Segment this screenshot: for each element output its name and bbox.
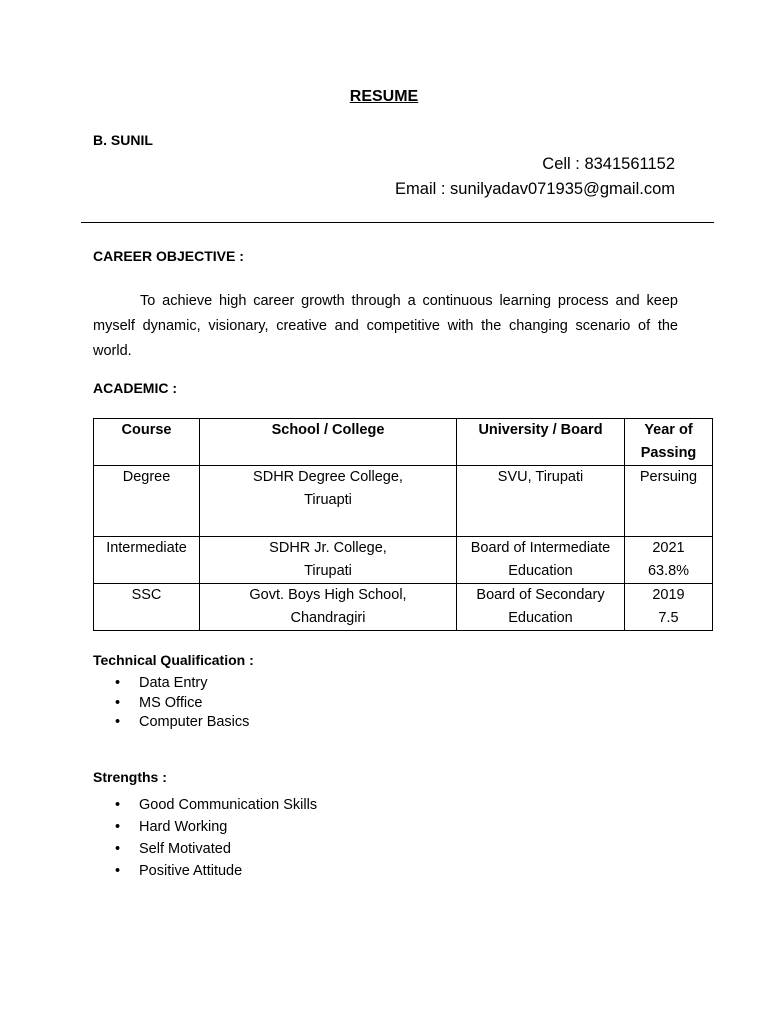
column-header-board: University / Board — [457, 419, 625, 466]
score-line: 7.5 — [658, 610, 679, 626]
school-cell — [200, 466, 457, 537]
table-row — [94, 537, 713, 584]
list-item — [93, 675, 249, 695]
bullet-icon: • — [115, 694, 121, 711]
school-line: SDHR Jr. College, — [269, 540, 387, 556]
year-cell — [625, 584, 713, 631]
list-item-label: Computer Basics — [139, 714, 250, 730]
bullet-icon: • — [115, 714, 121, 730]
bullet-icon: • — [115, 863, 121, 879]
course-cell: Degree — [94, 466, 200, 537]
course-cell: SSC — [94, 584, 200, 631]
column-header-course: Course — [94, 419, 200, 466]
list-item — [93, 695, 249, 715]
bullet-icon: • — [115, 675, 121, 691]
board-line: Board of Intermediate — [470, 540, 611, 556]
bullet-icon: • — [115, 819, 121, 835]
list-item-label: Self Motivated — [139, 841, 231, 857]
list-item — [93, 841, 317, 863]
email-address: Email : sunilyadav071935@gmail.com — [395, 180, 675, 198]
resume-title: RESUME — [349, 88, 419, 105]
technical-qualification-heading: Technical Qualification : — [93, 652, 254, 668]
table-row — [94, 466, 713, 537]
list-item — [93, 819, 317, 841]
career-objective-heading: CAREER OBJECTIVE : — [93, 248, 244, 264]
school-cell — [200, 537, 457, 584]
school-line: Tiruapti — [304, 492, 352, 508]
strengths-list — [93, 797, 317, 885]
year-line: Persuing — [639, 469, 698, 485]
bullet-icon: • — [115, 841, 121, 857]
career-objective-text: To achieve high career growth through a continuous learning process and keep myself dynamic, visionary, creative and competitive with the changing scenario of the world. — [93, 293, 678, 359]
column-header-school: School / College — [200, 419, 457, 466]
technical-qualification-list — [93, 675, 249, 734]
table-header-row — [94, 419, 713, 466]
cell-number: Cell : 8341561152 — [542, 155, 675, 173]
list-item-label: Good Communication Skills — [139, 797, 318, 813]
list-item — [93, 863, 317, 885]
school-line: Tirupati — [304, 563, 352, 579]
column-header-year: Year of Passing — [625, 419, 713, 466]
board-cell — [457, 537, 625, 584]
academic-heading: ACADEMIC : — [93, 380, 177, 396]
table-row — [94, 584, 713, 631]
year-line: 2021 — [652, 540, 685, 556]
score-line: 63.8% — [647, 563, 690, 579]
board-line: SVU, Tirupati — [497, 469, 584, 485]
candidate-name: B. SUNIL — [93, 132, 153, 148]
bullet-icon: • — [115, 797, 121, 813]
school-cell — [200, 584, 457, 631]
board-cell — [457, 466, 625, 537]
list-item-label: Positive Attitude — [139, 863, 243, 879]
board-cell — [457, 584, 625, 631]
list-item-label: Data Entry — [139, 675, 208, 691]
year-cell — [625, 537, 713, 584]
school-line: Chandragiri — [290, 610, 366, 626]
school-line: Govt. Boys High School, — [249, 587, 407, 603]
year-line: 2019 — [652, 587, 685, 603]
academic-table — [93, 418, 713, 631]
list-item-label: Hard Working — [139, 819, 228, 835]
year-cell — [625, 466, 713, 537]
board-line: Education — [508, 563, 573, 579]
list-item — [93, 797, 317, 819]
board-line: Board of Secondary — [476, 587, 605, 603]
list-item — [93, 714, 249, 734]
header-divider — [81, 222, 714, 223]
course-cell: Intermediate — [94, 537, 200, 584]
board-line: Education — [508, 610, 573, 626]
school-line: SDHR Degree College, — [253, 469, 403, 485]
strengths-heading: Strengths : — [93, 769, 167, 785]
list-item-label: MS Office — [139, 694, 203, 711]
